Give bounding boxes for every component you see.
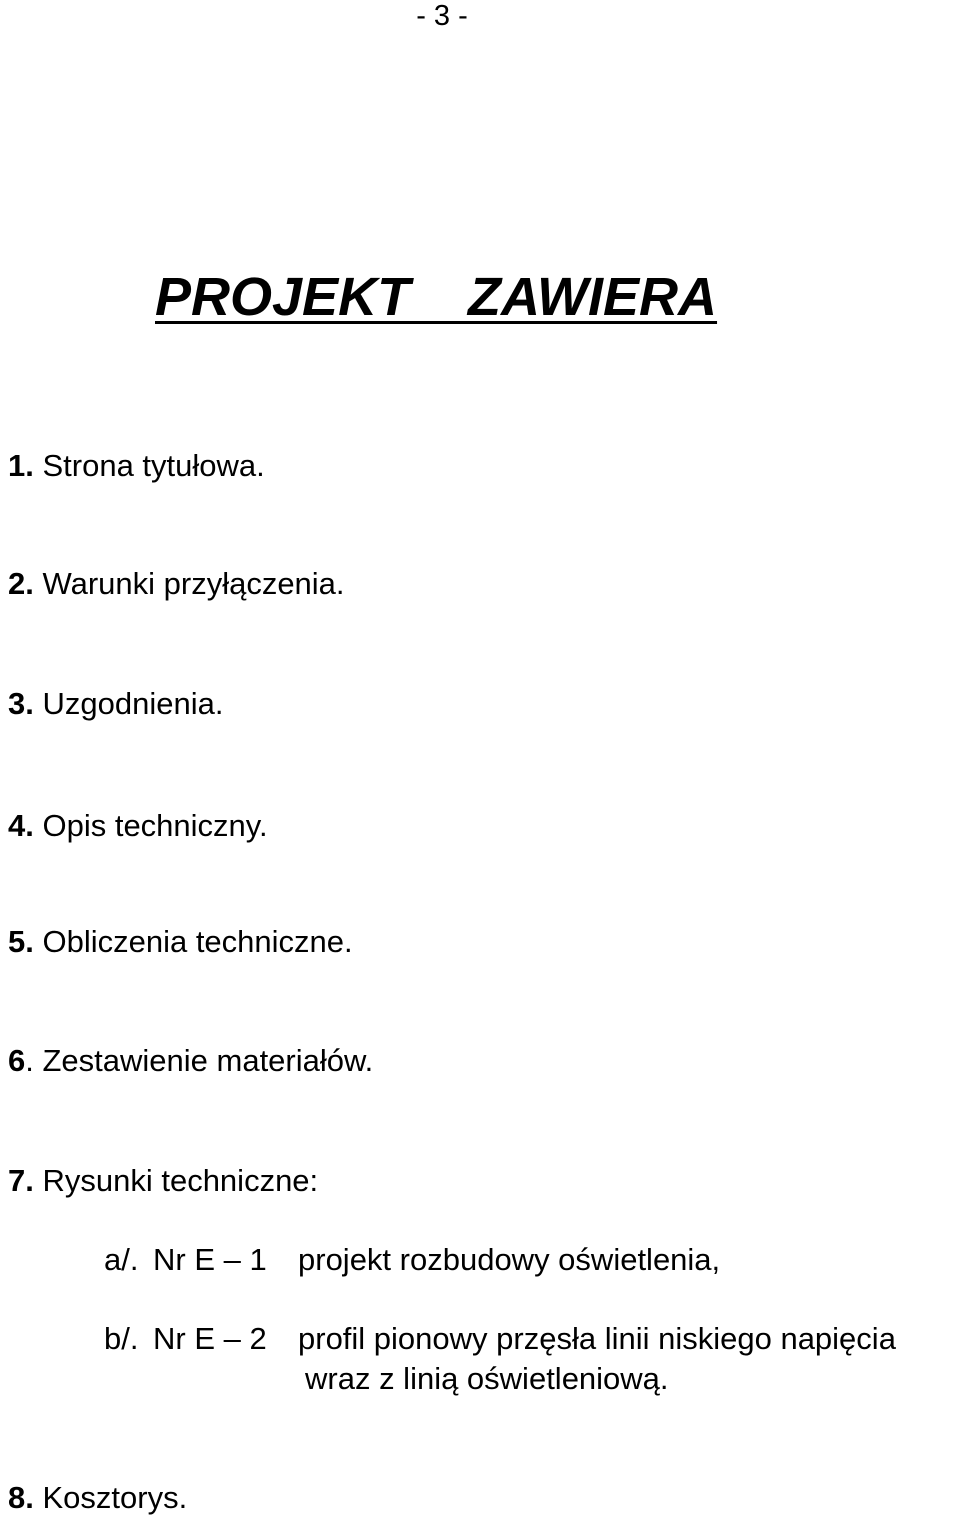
list-item-text: Uzgodnienia. — [33, 686, 224, 721]
list-item — [8, 810, 268, 841]
list-item — [8, 450, 265, 481]
list-item-text: Warunki przyłączenia. — [33, 566, 345, 601]
list-item — [8, 688, 223, 719]
list-item-text: Obliczenia techniczne. — [33, 924, 353, 959]
drawing-label: a/. — [104, 1242, 139, 1277]
list-item — [8, 1482, 187, 1513]
list-item — [8, 568, 345, 599]
list-item — [8, 1165, 318, 1196]
list-item — [8, 1045, 373, 1076]
drawing-number: Nr E – 2 — [153, 1321, 267, 1356]
list-item-text: Rysunki techniczne: — [33, 1163, 319, 1198]
list-item-text: . Zestawienie materiałów. — [25, 1043, 374, 1078]
page-number: - 3 - — [416, 0, 468, 32]
drawing-number: Nr E – 1 — [153, 1242, 267, 1277]
list-item-text: Strona tytułowa. — [33, 448, 265, 483]
drawing-description: projekt rozbudowy oświetlenia, — [298, 1242, 721, 1277]
list-item — [8, 926, 353, 957]
list-item-number: 7. — [8, 1163, 34, 1198]
page-title: PROJEKT ZAWIERA — [155, 267, 718, 327]
drawing-description-continued: wraz z linią oświetleniową. — [305, 1361, 669, 1396]
list-item-number: 4. — [8, 808, 34, 843]
list-item-number: 3. — [8, 686, 34, 721]
list-item-number: 1. — [8, 448, 34, 483]
list-item-number: 2. — [8, 566, 34, 601]
list-item-text: Kosztorys. — [33, 1480, 188, 1515]
list-item-number: 5. — [8, 924, 34, 959]
drawing-label: b/. — [104, 1321, 139, 1356]
list-item-number: 8. — [8, 1480, 34, 1515]
list-item-number: 6 — [8, 1043, 26, 1078]
drawing-description: profil pionowy przęsła linii niskiego napięcia — [298, 1321, 896, 1356]
list-item-text: Opis techniczny. — [33, 808, 268, 843]
